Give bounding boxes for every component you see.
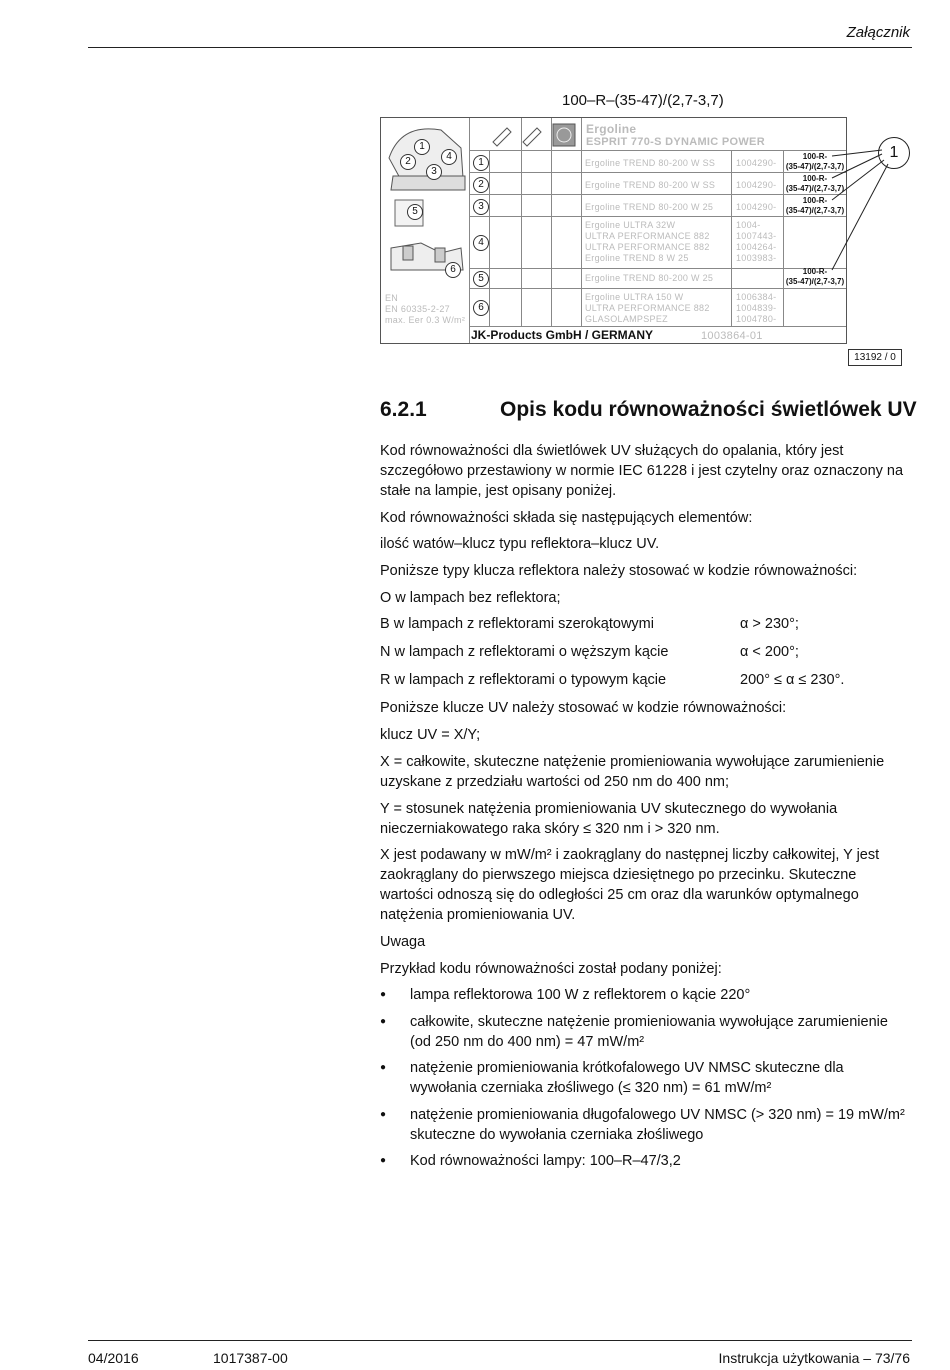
paragraph: X = całkowite, skuteczne natężenie promieniowania wywołujące zarumienienie uzyskane z przedziału wartości od 250 nm do 400 nm; bbox=[380, 753, 885, 790]
header-rule bbox=[88, 47, 912, 48]
list-item: ● natężenie promieniowania długofalowego UV NMSC (> 320 nm) = 19 mW/m² skuteczne do wywołania czerniaka złośliwego bbox=[380, 1105, 910, 1145]
callout-number: 1 bbox=[878, 137, 910, 169]
row-number: 5 bbox=[473, 271, 489, 287]
scene-number: 6 bbox=[445, 262, 461, 278]
lamp-type-icons bbox=[489, 122, 579, 148]
label-company: JK-Products GmbH / GERMANY bbox=[471, 328, 654, 342]
paragraph: Kod równoważności dla świetlówek UV służących do opalania, który jest szczegółowo przestawiony w normie IEC 61228 i jest czytelny oraz oznaczony na stałe na lampie, jest opisany poniżej. bbox=[380, 443, 904, 499]
footer-page: Instrukcja użytkowania – 73/76 bbox=[718, 1350, 910, 1366]
list-item: ● Kod równoważności lampy: 100–R–47/3,2 bbox=[380, 1151, 910, 1171]
reflector-row bbox=[380, 614, 910, 634]
footer-rule bbox=[88, 1340, 912, 1341]
equivalence-code: 100-R- (35-47)/(2,7-3,7) bbox=[785, 196, 845, 215]
row-number: 4 bbox=[473, 235, 489, 251]
label-title-1: Ergoline bbox=[586, 122, 637, 136]
figure-id: 13192 / 0 bbox=[848, 349, 902, 366]
ce-mark-area: EN EN 60335-2-27 max. Eer 0.3 W/m² bbox=[385, 293, 466, 325]
footer-date: 04/2016 bbox=[88, 1350, 139, 1366]
scene-number: 1 bbox=[414, 139, 430, 155]
reflector-angle: 200° ≤ α ≤ 230°. bbox=[740, 672, 845, 689]
list-item: ● lampa reflektorowa 100 W z reflektorem o kącie 220° bbox=[380, 985, 910, 1005]
example-list bbox=[380, 985, 910, 1171]
reflector-angle: α < 200°; bbox=[740, 644, 799, 661]
list-item: ● całkowite, skuteczne natężenie promieniowania wywołujące zarumienienie (od 250 nm do 400 nm) = 47 mW/m² bbox=[380, 1012, 910, 1052]
equivalence-code: 100-R- (35-47)/(2,7-3,7) bbox=[785, 267, 845, 286]
row-number: 6 bbox=[473, 300, 489, 316]
list-item: ● natężenie promieniowania krótkofalowego UV NMSC skuteczne dla wywołania czerniaka złośliwego (≤ 320 nm) = 61 mW/m² bbox=[380, 1058, 910, 1098]
paragraph: Uwaga bbox=[380, 933, 426, 950]
row-number: 1 bbox=[473, 155, 489, 171]
type-label-figure: 1 2 3 4 5 6 EN EN 60335-2-27 max. Eer 0.3 W/m² Ergoline ESPRIT 770-S DYNAMIC POWER 1 2 3 4 5 6 Ergoline TREND 80-200 W SS Ergoline TREND 80-200 W SS Ergoline TREND 80-200 W 25 Ergoline ULTRA 32W ULTRA PERFORMANCE 882 ULTRA PERFORMANCE 882 Ergoline TREND 8 W 25 Ergoline TREND 80-200 W 25 Ergoline ULTRA 150 W ULTRA PERFORMANCE 882 GLASOLAMPSPEZ 1004290- 1004290- 1004290- 1004- 1007443- 1004264- 1003983- 1006384- 1004839- 1004780- 100-R- (35-47)/(2,7-3,7) 100-R- (35-47)/(2,7-3,7) 100-R- (35-47)/(2,7-3,7) 100-R- (35-47)/(2,7-3,7) JK-Products GmbH / GERMANY 1003864-01 bbox=[380, 117, 847, 344]
paragraph: Y = stosunek natężenia promieniowania UV skutecznego do wywołania nieczerniakowatego raka skóry ≤ 320 nm i > 320 nm. bbox=[380, 800, 838, 837]
paragraph: O w lampach bez reflektora; bbox=[380, 589, 561, 606]
paragraph: X jest podawany w mW/m² i zaokrąglany do następnej liczby całkowitej, Y jest zaokrąglany do pierwszego miejsca dziesiętnego po przecinku. Skuteczne wartości odnoszą się do odległości 25 cm oraz dla warunków optymalnego natężenia promieniowania UV. bbox=[380, 847, 880, 924]
reflector-angle: α > 230°; bbox=[740, 616, 799, 633]
paragraph: ilość watów–klucz typu reflektora–klucz UV. bbox=[380, 536, 660, 553]
paragraph: Kod równoważności składa się następujących elementów: bbox=[380, 509, 753, 526]
paragraph: klucz UV = X/Y; bbox=[380, 727, 481, 744]
reflector-row bbox=[380, 642, 910, 662]
header-title: Załącznik bbox=[846, 24, 910, 41]
body-text bbox=[380, 441, 910, 1178]
paragraph: Poniższe typy klucza reflektora należy stosować w kodzie równoważności: bbox=[380, 563, 858, 580]
section-title: Opis kodu równoważności świetlówek UV bbox=[500, 398, 917, 421]
scene-number: 3 bbox=[426, 164, 442, 180]
figure-code-label: 100–R–(35-47)/(2,7-3,7) bbox=[562, 92, 724, 109]
equivalence-code: 100-R- (35-47)/(2,7-3,7) bbox=[785, 152, 845, 171]
section-number: 6.2.1 bbox=[380, 398, 427, 421]
scene-number: 5 bbox=[407, 204, 423, 220]
label-title-2: ESPRIT 770-S DYNAMIC POWER bbox=[586, 136, 765, 148]
footer-doc-number: 1017387-00 bbox=[213, 1350, 288, 1366]
scene-number: 4 bbox=[441, 149, 457, 165]
reflector-row bbox=[380, 670, 910, 690]
equivalence-code: 100-R- (35-47)/(2,7-3,7) bbox=[785, 174, 845, 193]
paragraph: Poniższe klucze UV należy stosować w kodzie równoważności: bbox=[380, 700, 787, 717]
row-number: 2 bbox=[473, 177, 489, 193]
reflector-desc: N w lampach z reflektorami o węższym kącie bbox=[380, 644, 669, 661]
row-number: 3 bbox=[473, 199, 489, 215]
reflector-desc: R w lampach z reflektorami o typowym kącie bbox=[380, 672, 667, 689]
reflector-desc: B w lampach z reflektorami szerokątowymi bbox=[380, 616, 654, 633]
scene-number: 2 bbox=[400, 154, 416, 170]
paragraph: Przykład kodu równoważności został podany poniżej: bbox=[380, 960, 722, 977]
